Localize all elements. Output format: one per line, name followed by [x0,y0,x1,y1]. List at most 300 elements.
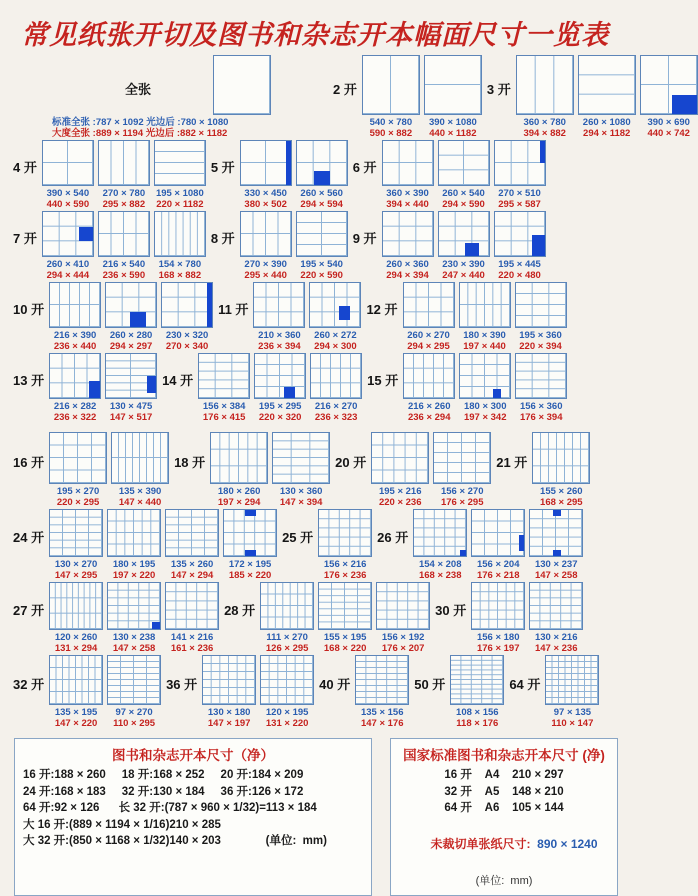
format-label: 5 开 [210,160,235,175]
format-row [10,432,624,508]
format-row [10,353,624,423]
standard-dimension: 180 × 300 [463,401,507,412]
large-dimension: 294 × 444 [46,270,90,281]
large-dimension: 440 × 1182 [429,128,477,139]
standard-dimension: 180 × 195 [112,559,156,570]
large-dimension: 185 × 220 [228,570,272,581]
format-label: 26 开 [377,530,409,545]
large-dimension: 220 × 295 [56,497,100,508]
sheet-division-diagram [494,211,546,257]
highlighted-sheet-block [147,376,156,393]
format-label: 64 开 [509,677,541,692]
diagram-cell [49,353,101,423]
size-line: 大 16 开:(889 × 1194 × 1/16)210 × 285 [23,818,221,831]
standard-dimension: 155 × 195 [323,632,367,643]
diagram-cell [529,582,583,654]
diagram-cell [494,140,546,210]
large-dimension: 197 × 294 [217,497,261,508]
large-dimension: 220 × 1182 [156,199,204,210]
highlighted-sheet-block [553,550,561,556]
highlighted-sheet-block [465,243,479,256]
diagram-cell [545,655,599,729]
format-label: 25 开 [282,530,314,545]
book-magazine-sizes-title: 图书和杂志开本尺寸（净） [112,748,274,763]
uncut-sheet-label: 未裁切单张纸尺寸: [430,836,538,851]
sheet-division-diagram [424,55,482,115]
sheet-division-diagram [382,211,434,257]
standard-dimension: 130 × 475 [109,401,153,412]
large-dimension: 295 × 587 [498,199,541,210]
large-dimension: 197 × 220 [112,570,156,581]
sheet-division-diagram [471,509,525,557]
size-line: 24 开:168 × 183 32 开:130 × 184 36 开:126 × 172 [23,785,304,798]
standard-dimension: 195 × 1080 [155,188,204,199]
sheet-division-diagram [240,140,292,186]
diagram-cell [105,282,157,352]
sheet-division-diagram [310,353,362,399]
diagram-cell [459,353,511,423]
sheet-division-diagram [42,140,94,186]
large-dimension: 590 × 882 [369,128,413,139]
standard-dimension: 216 × 282 [53,401,97,412]
sheet-division-diagram [413,509,467,557]
diagram-cell [165,509,219,581]
large-dimension: 126 × 295 [265,643,309,654]
large-dimension: 176 × 236 [323,570,367,581]
large-dimension: 161 × 236 [170,643,214,654]
standard-dimension: 360 × 780 [523,117,566,128]
standard-dimension: 260 × 540 [442,188,485,199]
diagram-cell [382,140,434,210]
sheet-division-diagram [355,655,409,705]
standard-dimension: 156 × 180 [476,632,520,643]
standard-dimension: 270 × 510 [498,188,541,199]
standard-dimension: 230 × 320 [165,330,209,341]
large-dimension: 294 × 300 [314,341,357,352]
standard-dimension: 260 × 270 [407,330,450,341]
diagram-cell [310,353,362,423]
large-dimension: 295 × 882 [102,199,146,210]
sheet-division-diagram [223,509,277,557]
standard-dimension: 390 × 1080 [428,117,477,128]
format-label: 20 开 [335,455,367,470]
sheet-division-diagram [253,282,305,328]
large-dimension: 147 × 258 [112,643,156,654]
sheet-division-diagram [165,509,219,557]
highlighted-sheet-block [286,141,291,185]
diagram-cell [362,55,420,139]
standard-dimension: 195 × 216 [378,486,422,497]
diagram-cell [111,432,169,508]
diagram-cell [578,55,636,139]
standard-dimension: 156 × 270 [440,486,484,497]
large-dimension: 176 × 295 [440,497,484,508]
sheet-division-diagram [213,55,271,115]
large-dimension: 236 × 294 [407,412,451,423]
highlighted-sheet-block [284,387,295,398]
large-dimension: 236 × 394 [258,341,301,352]
diagram-cell [494,211,546,281]
large-dimension: 131 × 294 [54,643,98,654]
highlighted-sheet-block [493,389,501,398]
diagram-cell [318,582,372,654]
standard-size-line: 64 开 A6 105 × 144 [444,802,564,814]
sheet-division-diagram [371,432,429,484]
standard-dimension: 130 × 270 [54,559,98,570]
sheet-division-diagram [154,140,206,186]
diagram-cell [198,353,250,423]
diagram-cell [309,282,361,352]
large-dimension: 294 × 394 [386,270,429,281]
large-dimension: 197 × 440 [463,341,506,352]
highlighted-sheet-block [152,622,160,629]
page-title: 常见纸张开切及图书和杂志开本幅面尺寸一览表 [21,20,609,50]
standard-dimension: 141 × 216 [170,632,214,643]
standard-dimension: 172 × 195 [228,559,272,570]
format-label: 8 开 [210,231,235,246]
diagram-cell [202,655,256,729]
large-dimension: 168 × 295 [540,497,583,508]
standard-dimension: 标准全张 :787 × 1092 光边后 :780 × 1080 [52,117,229,128]
format-label: 40 开 [319,677,351,692]
book-magazine-sizes-box [14,738,372,896]
diagram-cell [107,509,161,581]
large-dimension: 236 × 440 [53,341,97,352]
standard-dimension: 260 × 410 [46,259,90,270]
large-dimension: 147 × 236 [534,643,578,654]
standard-dimension: 156 × 384 [202,401,246,412]
sheet-division-diagram [42,211,94,257]
standard-dimension: 97 × 135 [553,707,592,718]
sheet-division-diagram [107,509,161,557]
standard-dimension: 216 × 260 [407,401,451,412]
sheet-division-diagram [578,55,636,115]
sheet-division-diagram [471,582,525,630]
format-label: 21 开 [496,455,528,470]
format-row [10,655,624,729]
standard-dimension: 360 × 390 [386,188,429,199]
sheet-division-diagram [309,282,361,328]
national-standard-sizes-box [390,738,618,896]
diagram-cell [253,282,305,352]
format-label: 7 开 [13,231,37,246]
diagram-cell [450,655,504,729]
format-row [10,582,624,654]
large-dimension: 118 × 176 [456,718,499,729]
sheet-division-diagram [107,582,161,630]
large-dimension: 147 × 258 [534,570,578,581]
diagram-cell [318,509,372,581]
standard-dimension: 260 × 272 [314,330,357,341]
diagram-cell [210,432,268,508]
sheet-division-diagram [516,55,574,115]
sheet-division-diagram [382,140,434,186]
diagram-cell [98,140,150,210]
sheet-division-diagram [272,432,330,484]
highlighted-sheet-block [540,141,545,163]
sheet-division-diagram [640,55,698,115]
sheet-division-diagram [111,432,169,484]
large-dimension: 220 × 394 [519,341,562,352]
large-dimension: 270 × 340 [165,341,209,352]
diagram-cell [272,432,330,508]
diagram-cell [471,509,525,581]
standard-dimension: 108 × 156 [456,707,499,718]
diagram-cell [49,509,103,581]
format-row [10,55,690,139]
standard-dimension: 260 × 360 [386,259,429,270]
format-label: 28 开 [224,603,256,618]
standard-dimension: 195 × 295 [258,401,302,412]
large-dimension: 220 × 236 [378,497,422,508]
large-dimension: 294 × 1182 [583,128,631,139]
format-label: 6 开 [352,160,377,175]
large-dimension: 294 × 594 [300,199,343,210]
sheet-division-diagram [49,582,103,630]
standard-dimension: 156 × 192 [381,632,425,643]
diagram-cell [438,211,490,281]
highlighted-sheet-block [314,171,331,185]
standard-dimension: 156 × 216 [323,559,367,570]
format-label: 16 开 [13,455,45,470]
large-dimension: 168 × 238 [418,570,462,581]
standard-dimension: 180 × 390 [463,330,506,341]
format-label: 3 开 [486,82,511,97]
diagram-cell [154,140,206,210]
large-dimension: 294 × 297 [109,341,153,352]
large-dimension: 131 × 220 [265,718,309,729]
diagram-cell [49,282,101,352]
diagram-cell [376,582,430,654]
diagram-cell [260,582,314,654]
format-row [10,509,624,581]
large-dimension: 168 × 882 [158,270,202,281]
standard-dimension: 180 × 260 [217,486,261,497]
large-dimension: 176 × 394 [519,412,563,423]
diagram-cell [105,353,157,423]
sheet-division-diagram [260,582,314,630]
sheet-division-diagram [49,353,101,399]
sheet-division-diagram [296,211,348,257]
large-dimension: 294 × 590 [442,199,485,210]
sheet-division-diagram [210,432,268,484]
standard-dimension: 156 × 204 [476,559,520,570]
diagram-cell [382,211,434,281]
large-dimension: 176 × 218 [476,570,520,581]
sheet-division-diagram [529,582,583,630]
sheet-division-diagram [515,282,567,328]
standard-dimension: 195 × 540 [300,259,343,270]
format-label: 27 开 [13,603,45,618]
diagram-cell [52,55,328,139]
standard-size-line: 16 开 A4 210 × 297 [444,769,564,781]
format-label: 36 开 [166,677,198,692]
standard-dimension: 216 × 540 [102,259,146,270]
format-label: 2 开 [333,82,357,97]
large-dimension: 110 × 295 [113,718,156,729]
large-dimension: 236 × 590 [102,270,146,281]
format-label: 12 开 [366,302,398,317]
format-label: 14 开 [162,373,194,388]
diagram-cell [403,282,455,352]
standard-size-line: 32 开 A5 148 × 210 [444,785,564,798]
diagram-cell [371,432,429,508]
large-dimension: 147 × 176 [360,718,404,729]
highlighted-sheet-block [339,306,350,320]
format-label: 4 开 [13,160,37,175]
diagram-cell [49,582,103,654]
standard-dimension: 195 × 445 [498,259,541,270]
large-dimension: 大度全张 :889 × 1194 光边后 :882 × 1182 [52,128,228,139]
sheet-division-diagram [154,211,206,257]
sheet-division-diagram [438,211,490,257]
diagram-cell [515,353,567,423]
standard-dimension: 130 × 238 [112,632,156,643]
diagram-cell [640,55,698,139]
standard-dimension: 97 × 270 [115,707,153,718]
diagram-cell [424,55,482,139]
diagram-cell [403,353,455,423]
highlighted-sheet-block [79,227,93,242]
sheet-division-diagram [438,140,490,186]
format-label: 24 开 [13,530,45,545]
large-dimension: 176 × 207 [381,643,425,654]
format-label: 15 开 [367,373,399,388]
format-rows [0,53,690,729]
sheet-division-diagram [532,432,590,484]
standard-dimension: 330 × 450 [244,188,287,199]
highlighted-sheet-block [130,312,146,327]
standard-dimension: 390 × 540 [46,188,90,199]
sheet-division-diagram [529,509,583,557]
diagram-cell [296,140,348,210]
sheet-division-diagram [105,353,157,399]
diagram-cell [471,582,525,654]
size-line: 大 32 开:(850 × 1168 × 1/32)140 × 203 (单位: mm) [23,835,327,847]
large-dimension: 176 × 415 [202,412,246,423]
diagram-cell [107,582,161,654]
sheet-division-diagram [515,353,567,399]
format-row [10,282,624,352]
large-dimension: 394 × 440 [386,199,429,210]
standard-dimension: 155 × 260 [540,486,583,497]
diagram-cell [459,282,511,352]
format-label: 全张 [125,82,152,97]
standard-dimension: 135 × 390 [118,486,162,497]
diagram-cell [296,211,348,281]
large-dimension: 147 × 440 [118,497,162,508]
sheet-division-diagram [49,282,101,328]
large-dimension: 147 × 197 [207,718,251,729]
bottom-summary [0,730,630,896]
highlighted-sheet-block [553,510,561,516]
diagram-cell [165,582,219,654]
large-dimension: 440 × 590 [46,199,90,210]
format-label: 9 开 [352,231,377,246]
sheet-division-diagram [545,655,599,705]
standard-dimension: 156 × 360 [519,401,563,412]
diagram-cell [529,509,583,581]
sheet-division-diagram [260,655,314,705]
format-label: 10 开 [13,302,45,317]
diagram-cell [433,432,491,508]
large-dimension: 294 × 295 [407,341,450,352]
highlighted-sheet-block [532,235,545,256]
standard-dimension: 154 × 208 [418,559,462,570]
standard-dimension: 154 × 780 [158,259,202,270]
large-dimension: 168 × 220 [323,643,367,654]
large-dimension: 440 × 742 [647,128,690,139]
diagram-cell [42,211,94,281]
sheet-division-diagram [49,509,103,557]
format-label: 11 开 [218,302,249,317]
format-label: 32 开 [13,677,45,692]
format-label: 18 开 [174,455,206,470]
sheet-division-diagram [254,353,306,399]
uncut-sheet-size [399,817,609,871]
format-label: 13 开 [13,373,45,388]
size-line: 16 开:188 × 260 18 开:168 × 252 20 开:184 × 209 [23,769,304,781]
sheet-division-diagram [202,655,256,705]
standard-dimension: 120 × 195 [265,707,309,718]
diagram-cell [240,140,292,210]
sheet-division-diagram [105,282,157,328]
diagram-cell [438,140,490,210]
sheet-division-diagram [98,211,150,257]
highlighted-sheet-block [460,550,466,556]
standard-dimension: 130 × 180 [207,707,251,718]
large-dimension: 147 × 220 [54,718,98,729]
sheet-division-diagram [296,140,348,186]
standard-dimension: 540 × 780 [369,117,413,128]
large-dimension: 236 × 323 [314,412,358,423]
standard-dimension: 390 × 690 [647,117,690,128]
large-dimension: 220 × 480 [498,270,541,281]
highlighted-sheet-block [245,510,256,516]
highlighted-sheet-block [207,283,212,327]
sheet-division-diagram [403,282,455,328]
size-line: 64 开:92 × 126 长 32 开:(787 × 960 × 1/32)=113 × 184 [23,802,317,814]
sheet-division-diagram [459,282,511,328]
large-dimension: 295 × 440 [244,270,287,281]
diagram-cell [161,282,213,352]
standard-dimension: 260 × 560 [300,188,343,199]
sheet-division-diagram [362,55,420,115]
large-dimension: 147 × 517 [109,412,153,423]
standard-dimension: 270 × 390 [244,259,287,270]
standard-dimension: 216 × 390 [53,330,97,341]
large-dimension: 176 × 197 [476,643,520,654]
standard-dimension: 195 × 270 [56,486,100,497]
diagram-cell [154,211,206,281]
diagram-cell [413,509,467,581]
large-dimension: 147 × 294 [170,570,214,581]
sheet-division-diagram [433,432,491,484]
sheet-division-diagram [49,655,103,705]
standard-dimension: 260 × 280 [109,330,153,341]
sheet-division-diagram [450,655,504,705]
national-standard-title: 国家标准图书和杂志开本尺寸 (净) [403,748,605,763]
large-dimension: 380 × 502 [244,199,287,210]
unit-note: (单位: mm) [475,874,533,887]
format-row [10,140,624,210]
large-dimension: 236 × 322 [53,412,97,423]
diagram-cell [532,432,590,508]
sheet-division-diagram [165,582,219,630]
diagram-cell [516,55,574,139]
standard-dimension: 216 × 270 [314,401,358,412]
diagram-cell [355,655,409,729]
